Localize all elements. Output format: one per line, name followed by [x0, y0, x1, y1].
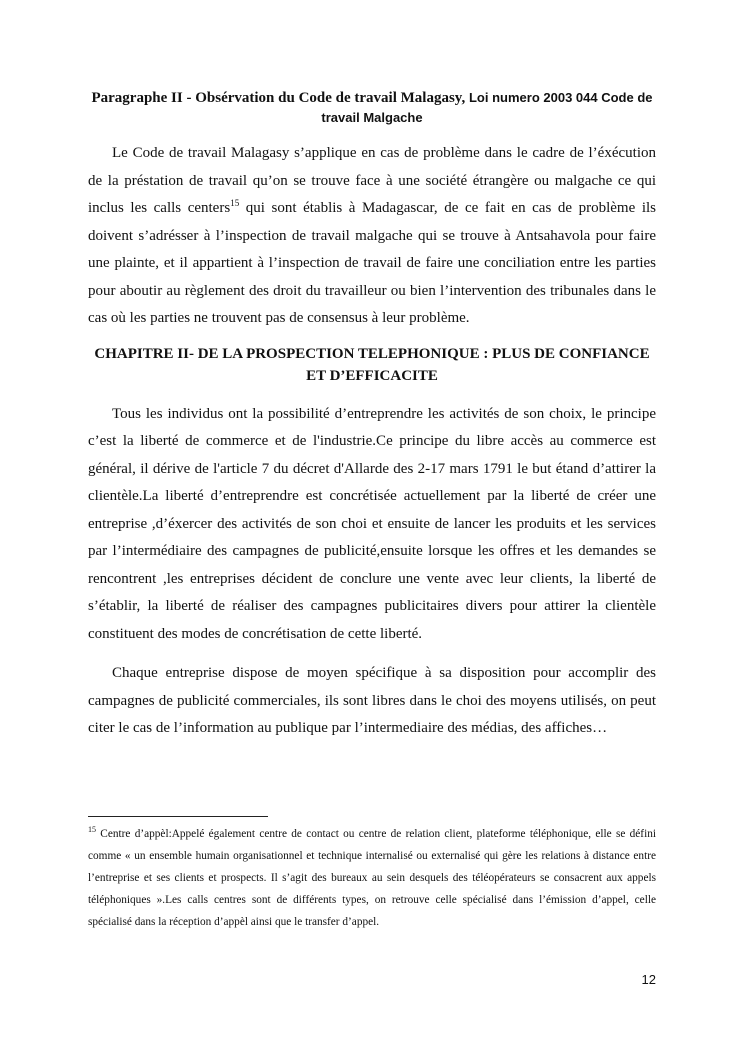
page-content [88, 88, 656, 743]
page-number: 12 [641, 972, 656, 987]
footnote-text: Centre d’appèl:Appelé également centre de contact ou centre de relation client, plateforme téléphonique, elle se défini comme « un ensemble humain organisationnel et technique internalisé ou externalisé qui gère les relations à distance entre l’entreprise et ses clients et prospects. Il s’agit des bureaux au sein desquels des téléopérateurs se consacrent aux appels téléphoniques ».Les calls centres sont de différents types, on retrouve celle spécialisé dans l’émission d’appel, celle spécialisé dans la réception d’appèl ainsi que le transfer d’appel. [88, 828, 656, 928]
paragraph-freedom-of-commerce: Tous les individus ont la possibilité d’entreprendre les activités de son choix, le principe c’est la liberté de commerce et de l'industrie.Ce principe du libre accès au commerce est général, il dérive de l'article 7 du décret d'Allarde des 2-17 mars 1791 le but étand d’attirer la clientèle.La liberté d’entreprendre est concrétisée actuellement par la liberté de créer une entreprise ,d’éxercer des activités de son choi et ensuite de lancer les produits et les services par l’intermédiaire des campagnes de publicité,ensuite lorsque les offres et les demandes se rencontrent ,les entreprises décident de conclure une vente avec leur clients, la liberté de s’établir, la liberté de réaliser des campagnes publicitaires divers pour attirer la clientèle constituent des modes de concrétisation de cette liberté. [88, 405, 656, 642]
footnote-separator [88, 816, 268, 817]
footnote-number: 15 [88, 825, 96, 835]
paragraph-title [88, 88, 656, 128]
paragraph-advertising-means: Chaque entreprise dispose de moyen spécifique à sa disposition pour accomplir des campagnes de publicité commerciales, ils sont libres dans le choi des moyens utilisés, on peut citer le cas de l’information au publique par l’intermediaire des médias, des affiches… [88, 665, 656, 736]
footnote-reference: 15 [230, 198, 240, 208]
paragraph-labor-code [88, 140, 656, 333]
paragraph-title-serif: Paragraphe II - Obsérvation du Code de travail Malagasy, [91, 90, 469, 106]
paragraph-labor-code-text-b: qui sont établis à Madagascar, de ce fait en cas de problème ils doivent s’adrésser à l’inspection de travail malgache qui se trouve à Antsahavola pour faire une plainte, et il appartient à l’inspection de travail de faire une conciliation entre les parties pour aboutir au règlement des droit du travailleur ou bien l’intervention des tribunales dans le cas où les parties ne trouvent pas de consensus à leur problème. [88, 200, 656, 326]
paragraph-title-sans: Loi numero 2003 044 Code de travail Malgache [321, 90, 653, 125]
paragraph-labor-code-text-a: Le Code de travail Malagasy s’applique en cas de problème dans le cadre de l’éxécution de la préstation de travail qu’on se trouve face à une société étrangère ou malgache ce qui inclus les calls centers [88, 145, 656, 216]
chapter-title: CHAPITRE II- DE LA PROSPECTION TELEPHONIQUE : PLUS DE CONFIANCE ET D’EFFICACITE [94, 345, 650, 384]
footnote [88, 823, 656, 933]
